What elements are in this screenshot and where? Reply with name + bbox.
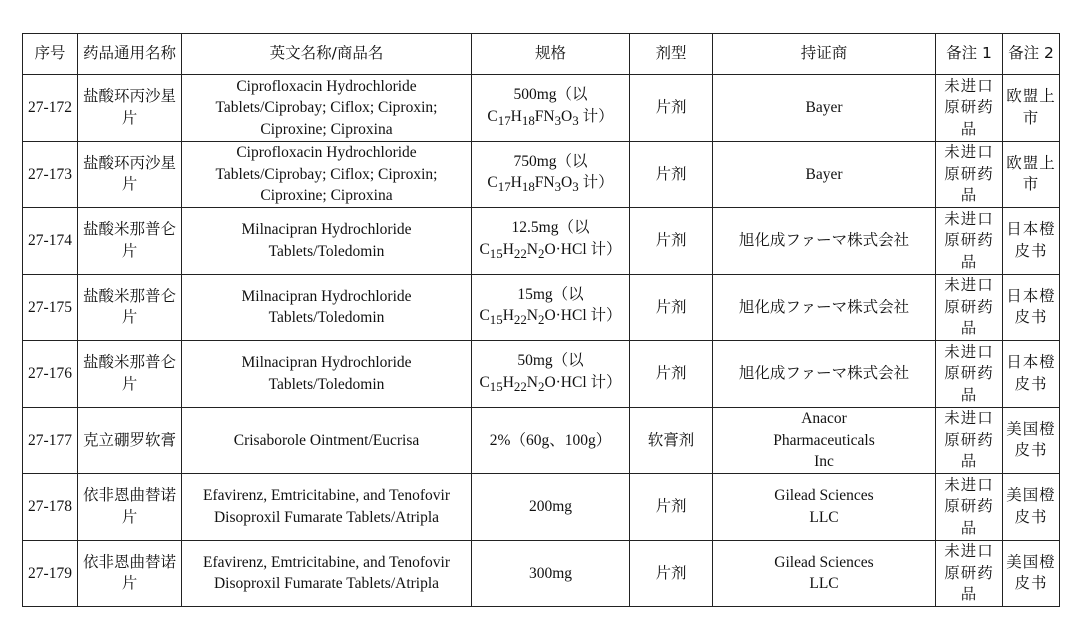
cell-holder — [713, 141, 936, 208]
cell-dosage-form — [630, 208, 713, 275]
holder-line: LLC — [809, 508, 839, 526]
header-spec: 规格 — [472, 34, 630, 75]
cell-no — [23, 274, 78, 341]
note-2: 日本橙皮书 — [1006, 353, 1056, 393]
cell-english-name — [182, 141, 472, 208]
cell-holder — [713, 75, 936, 142]
holder-line: 旭化成ファーマ株式会社 — [738, 232, 910, 249]
table-row — [23, 274, 1060, 341]
cell-note-2 — [1003, 274, 1060, 341]
cell-dosage-form — [630, 407, 713, 474]
note-2: 美国橙皮书 — [1006, 486, 1056, 526]
cell-english-name — [182, 407, 472, 474]
cell-note-1 — [936, 208, 1003, 275]
cell-holder — [713, 474, 936, 541]
cell-note-2 — [1003, 341, 1060, 408]
cell-generic-name — [78, 341, 182, 408]
cell-generic-name — [78, 141, 182, 208]
cell-english-name — [182, 341, 472, 408]
cell-english-name — [182, 474, 472, 541]
holder-line: Gilead Sciences — [774, 553, 874, 571]
note-2: 日本橙皮书 — [1006, 220, 1056, 260]
generic-name: 盐酸米那普仑片 — [82, 286, 176, 327]
header-holder: 持证商 — [713, 34, 936, 75]
note-1: 未进口原研药品 — [944, 542, 994, 603]
cell-note-1 — [936, 274, 1003, 341]
cell-no — [23, 474, 78, 541]
generic-name: 盐酸环丙沙星片 — [82, 87, 176, 127]
spec-amount: 2%（60g、100g） — [489, 431, 612, 449]
cell-no — [23, 341, 78, 408]
dosage-form: 软膏剂 — [647, 430, 695, 449]
spec-formula: $C_{17}H_{18}FN_3O_3$ 计） — [487, 174, 614, 195]
cell-note-2 — [1003, 141, 1060, 208]
english-name-line: Crisaborole Ointment/Eucrisa — [233, 431, 420, 449]
english-name-line: Ciproxine; Ciproxina — [260, 187, 393, 204]
cell-note-1 — [936, 141, 1003, 208]
cell-dosage-form — [630, 474, 713, 541]
cell-spec — [472, 341, 630, 408]
spec-amount: 750mg（以 — [513, 152, 588, 170]
header-generic-name: 药品通用名称 — [78, 34, 182, 75]
cell-dosage-form — [630, 341, 713, 408]
cell-dosage-form — [630, 540, 713, 607]
note-2: 美国橙皮书 — [1006, 419, 1056, 460]
cell-english-name — [182, 274, 472, 341]
spec-amount: 50mg（以 — [517, 352, 584, 370]
cell-generic-name — [78, 540, 182, 607]
dosage-form: 片剂 — [655, 98, 687, 116]
cell-note-1 — [936, 341, 1003, 408]
row-number: 27-173 — [28, 165, 72, 183]
note-1: 未进口原研药品 — [944, 143, 994, 204]
note-2: 欧盟上市 — [1006, 87, 1056, 127]
holder-line: LLC — [809, 575, 839, 593]
header-note-2: 备注 2 — [1003, 34, 1060, 75]
english-name-line: Tablets/Toledomin — [268, 309, 385, 327]
english-name-line: Ciprofloxacin Hydrochloride — [236, 77, 417, 95]
cell-english-name — [182, 540, 472, 607]
table-header-row — [23, 34, 1060, 75]
table-row — [23, 75, 1060, 142]
cell-no — [23, 540, 78, 607]
dosage-form: 片剂 — [655, 297, 687, 316]
dosage-form: 片剂 — [655, 164, 687, 183]
cell-no — [23, 75, 78, 142]
table-row — [23, 474, 1060, 541]
cell-no — [23, 141, 78, 208]
cell-generic-name — [78, 75, 182, 142]
note-1: 未进口原研药品 — [944, 342, 994, 404]
header-note-1: 备注 1 — [936, 34, 1003, 75]
note-1: 未进口原研药品 — [944, 209, 994, 271]
note-2: 欧盟上市 — [1006, 153, 1056, 194]
cell-note-1 — [936, 75, 1003, 142]
table-row — [23, 141, 1060, 208]
cell-note-2 — [1003, 208, 1060, 275]
cell-dosage-form — [630, 75, 713, 142]
cell-note-1 — [936, 540, 1003, 607]
english-name-line: Disoproxil Fumarate Tablets/Atripla — [213, 508, 440, 526]
cell-spec — [472, 540, 630, 607]
spec-formula: $C_{15}H_{22}N_2O\cdot HCl$ 计） — [479, 307, 622, 328]
cell-spec — [472, 141, 630, 208]
english-name-line: Milnacipran Hydrochloride — [241, 221, 412, 239]
note-1: 未进口原研药品 — [944, 276, 994, 337]
cell-spec — [472, 75, 630, 142]
table-row — [23, 341, 1060, 408]
row-number: 27-177 — [28, 431, 72, 449]
english-name-line: Milnacipran Hydrochloride — [241, 354, 412, 372]
english-name-line: Ciprofloxacin Hydrochloride — [236, 144, 417, 161]
cell-generic-name — [78, 208, 182, 275]
cell-english-name — [182, 208, 472, 275]
cell-note-2 — [1003, 75, 1060, 142]
spec-formula: $C_{17}H_{18}FN_3O_3$ 计） — [487, 107, 614, 128]
generic-name: 盐酸环丙沙星片 — [82, 153, 176, 194]
holder-line: Bayer — [805, 165, 843, 183]
table-body — [23, 75, 1060, 607]
note-1: 未进口原研药品 — [944, 76, 994, 138]
english-name-line: Disoproxil Fumarate Tablets/Atripla — [213, 575, 440, 593]
row-number: 27-179 — [28, 564, 72, 582]
header-no: 序号 — [23, 34, 78, 75]
spec-amount: 200mg — [528, 498, 573, 515]
cell-holder — [713, 274, 936, 341]
dosage-form: 片剂 — [655, 563, 687, 582]
spec-amount: 12.5mg（以 — [511, 219, 590, 237]
spec-formula: $C_{15}H_{22}N_2O\cdot HCl$ 计） — [479, 373, 622, 394]
english-name-line: Milnacipran Hydrochloride — [241, 287, 412, 305]
row-number: 27-176 — [28, 365, 72, 382]
generic-name: 盐酸米那普仑片 — [82, 220, 176, 260]
table-row — [23, 208, 1060, 275]
cell-spec — [472, 274, 630, 341]
spec-amount: 300mg — [528, 564, 573, 582]
cell-no — [23, 208, 78, 275]
cell-dosage-form — [630, 141, 713, 208]
cell-note-2 — [1003, 407, 1060, 474]
dosage-form: 片剂 — [655, 497, 687, 515]
cell-english-name — [182, 75, 472, 142]
header-dosage-form: 剂型 — [630, 34, 713, 75]
holder-line: 旭化成ファーマ株式会社 — [738, 365, 910, 382]
note-2: 美国橙皮书 — [1006, 552, 1056, 593]
generic-name: 盐酸米那普仑片 — [82, 353, 176, 393]
spec-formula: $C_{15}H_{22}N_2O\cdot HCl$ 计） — [479, 240, 622, 261]
english-name-line: Efavirenz, Emtricitabine, and Tenofovir — [203, 487, 450, 505]
cell-note-1 — [936, 474, 1003, 541]
cell-no — [23, 407, 78, 474]
row-number: 27-174 — [28, 232, 72, 249]
note-2: 日本橙皮书 — [1006, 286, 1056, 327]
english-name-line: Ciproxine; Ciproxina — [260, 120, 393, 138]
cell-spec — [472, 407, 630, 474]
spec-amount: 15mg（以 — [517, 285, 584, 303]
note-1: 未进口原研药品 — [944, 409, 994, 470]
note-1: 未进口原研药品 — [944, 475, 994, 537]
holder-line: Pharmaceuticals — [773, 431, 875, 449]
holder-line: Inc — [814, 453, 834, 470]
generic-name: 依非恩曲替诺片 — [82, 552, 176, 593]
generic-name: 依非恩曲替诺片 — [82, 486, 176, 526]
cell-generic-name — [78, 407, 182, 474]
spec-amount: 500mg（以 — [513, 86, 588, 104]
holder-line: Bayer — [805, 99, 843, 116]
cell-generic-name — [78, 274, 182, 341]
cell-spec — [472, 208, 630, 275]
cell-note-2 — [1003, 540, 1060, 607]
cell-note-1 — [936, 407, 1003, 474]
row-number: 27-175 — [28, 298, 72, 316]
table-row — [23, 540, 1060, 607]
cell-holder — [713, 341, 936, 408]
holder-line: Gilead Sciences — [774, 487, 874, 505]
cell-holder — [713, 407, 936, 474]
drug-list-table — [22, 33, 1060, 607]
dosage-form: 片剂 — [655, 364, 687, 382]
holder-line: Anacor — [801, 410, 847, 427]
dosage-form: 片剂 — [655, 231, 687, 249]
english-name-line: Tablets/Toledomin — [268, 375, 385, 393]
row-number: 27-172 — [28, 99, 72, 116]
cell-spec — [472, 474, 630, 541]
english-name-line: Efavirenz, Emtricitabine, and Tenofovir — [203, 553, 450, 571]
row-number: 27-178 — [28, 498, 72, 515]
generic-name: 克立硼罗软膏 — [82, 430, 176, 449]
cell-note-2 — [1003, 474, 1060, 541]
header-english-name: 英文名称/商品名 — [182, 34, 472, 75]
holder-line: 旭化成ファーマ株式会社 — [738, 298, 910, 316]
english-name-line: Tablets/Ciprobay; Ciflox; Ciproxin; — [215, 99, 438, 116]
table-row — [23, 407, 1060, 474]
cell-generic-name — [78, 474, 182, 541]
cell-holder — [713, 540, 936, 607]
english-name-line: Tablets/Ciprobay; Ciflox; Ciproxin; — [215, 165, 438, 183]
cell-dosage-form — [630, 274, 713, 341]
english-name-line: Tablets/Toledomin — [268, 242, 385, 260]
cell-holder — [713, 208, 936, 275]
